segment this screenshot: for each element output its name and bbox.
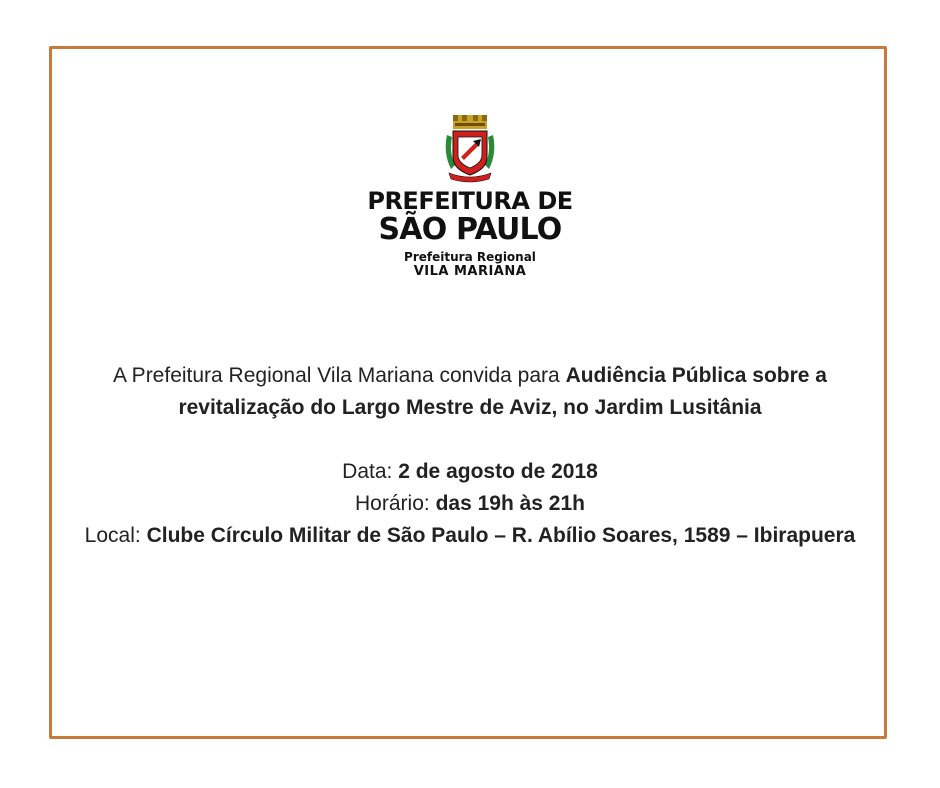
time-label: Horário:	[355, 492, 430, 515]
logo-title-line2: SÃO PAULO	[378, 212, 562, 247]
logo-title-line1: PREFEITURA DE	[367, 187, 573, 215]
logo	[0, 113, 940, 278]
place-value: Clube Círculo Militar de São Paulo – R. Abílio Soares, 1589 – Ibirapuera	[146, 524, 856, 547]
invitation-intro: A Prefeitura Regional Vila Mariana convida para	[113, 364, 560, 387]
invitation-paragraph	[60, 360, 880, 424]
time-line	[60, 488, 880, 520]
place-label: Local:	[84, 524, 141, 547]
event-title: Audiência Pública sobre a revitalização do Largo Mestre de Aviz, no Jardim Lusitânia	[178, 364, 827, 419]
logo-region: VILA MARIANA	[413, 264, 527, 279]
date-label: Data:	[342, 460, 393, 483]
coat-of-arms-icon	[443, 113, 497, 183]
place-line	[60, 520, 880, 552]
date-value: 2 de agosto de 2018	[398, 460, 598, 483]
date-line	[60, 456, 880, 488]
time-value: das 19h às 21h	[435, 492, 585, 515]
logo-subtitle: Prefeitura Regional	[404, 250, 536, 264]
announcement	[60, 360, 880, 552]
